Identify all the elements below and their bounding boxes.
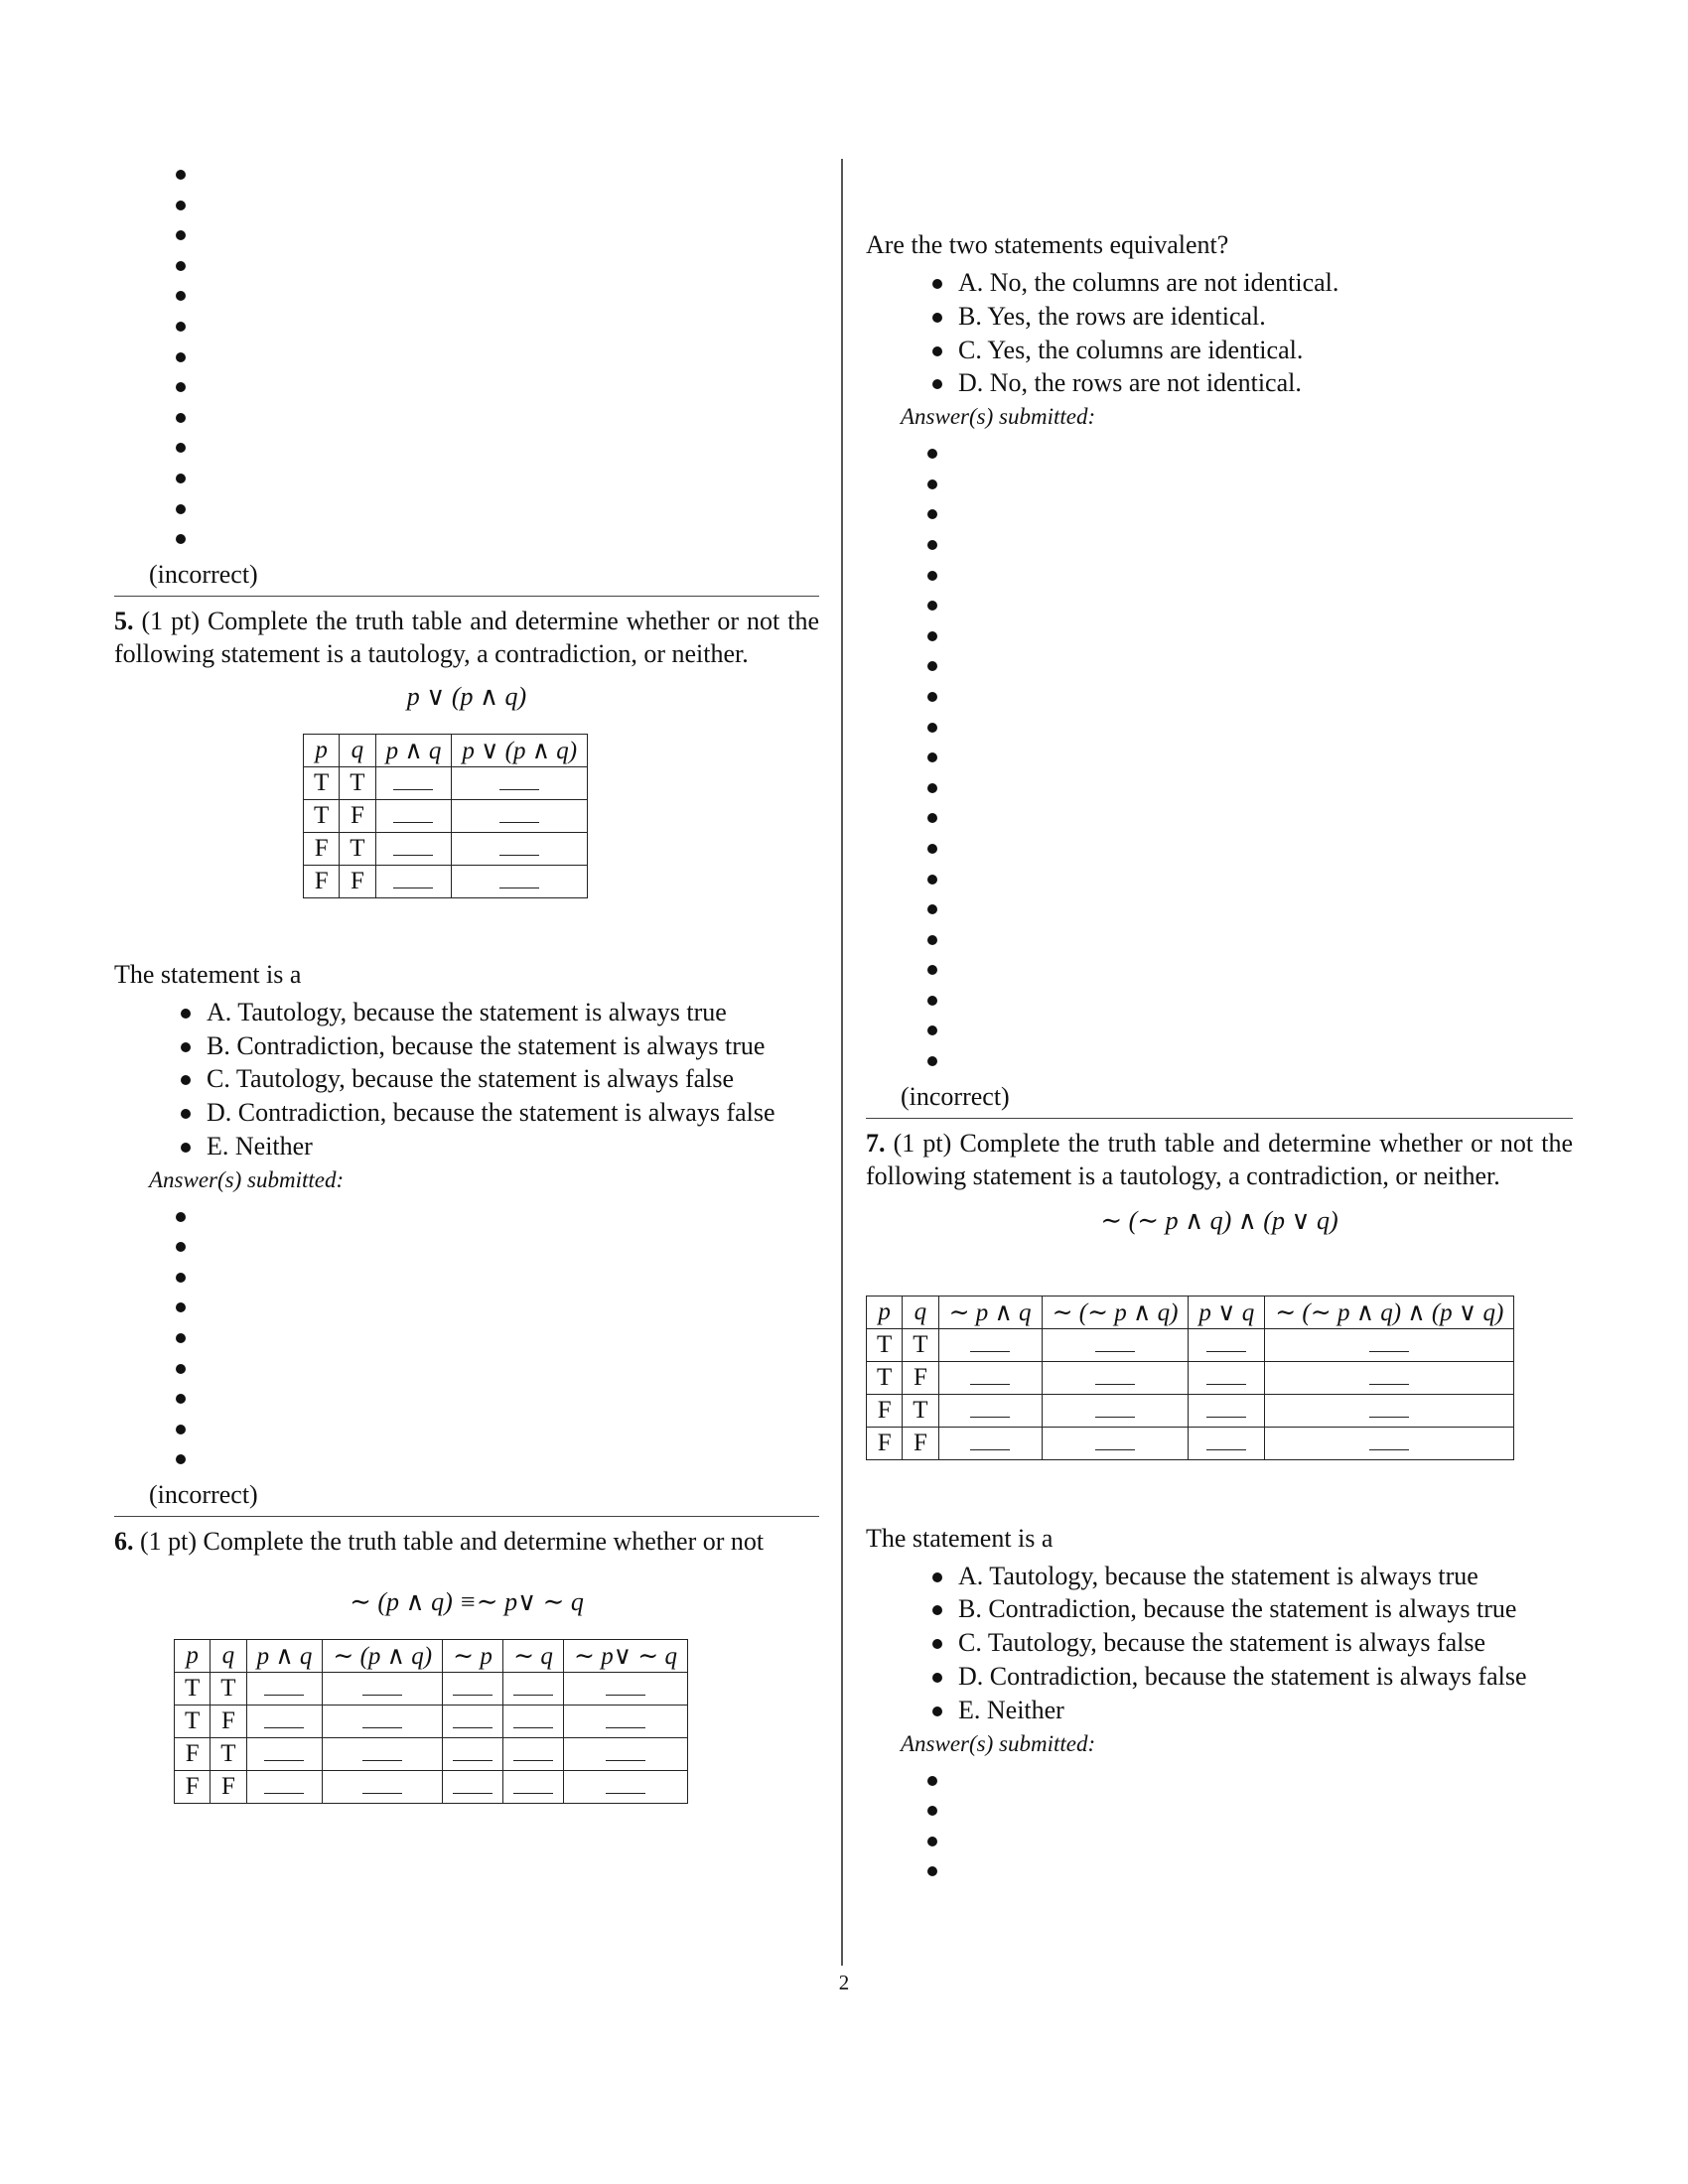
table-row (867, 1328, 1514, 1361)
empty-bullet-item (184, 311, 819, 341)
blank-answer-cell (1265, 1394, 1514, 1427)
table-header-row (867, 1296, 1514, 1328)
truth-value-cell: F (903, 1427, 938, 1459)
problem-text: (1 pt) Complete the truth table and determine whether or not (140, 1527, 765, 1557)
empty-bullet-item (184, 402, 819, 433)
empty-bullet-item (935, 1765, 1573, 1796)
blank-answer-cell (503, 1673, 564, 1706)
answer-blank[interactable] (453, 1711, 492, 1728)
problem-5-formula: p ∨ (p ∧ q) (406, 681, 527, 711)
column-header: q (340, 734, 375, 766)
truth-value-cell: T (175, 1673, 211, 1706)
answer-blank[interactable] (362, 1777, 402, 1794)
empty-bullet-item (184, 371, 819, 402)
empty-bullet-item (935, 650, 1573, 681)
column-header: ∼ (∼ p ∧ q) (1042, 1296, 1189, 1328)
empty-bullet-item (184, 1414, 819, 1444)
empty-bullet-item (935, 954, 1573, 985)
left-column (114, 159, 819, 1804)
blank-answer-cell (452, 799, 588, 832)
table-row (175, 1706, 688, 1738)
answer-blank[interactable] (970, 1368, 1010, 1385)
truth-table (866, 1296, 1514, 1460)
answer-blank[interactable] (513, 1777, 553, 1794)
blank-answer-cell (323, 1771, 443, 1804)
problem-5-table-wrap (114, 734, 819, 898)
problem-7-statement (866, 1127, 1573, 1192)
problem-5-statement (114, 605, 819, 670)
blank-answer-cell (1042, 1427, 1189, 1459)
answer-blank[interactable] (1369, 1368, 1409, 1385)
blank-answer-cell (375, 832, 452, 865)
empty-bullet-item (935, 1855, 1573, 1886)
column-header: ∼ p ∧ q (938, 1296, 1042, 1328)
truth-value-cell: T (211, 1673, 246, 1706)
choice-item: D. Contradiction, because the statement is always false (958, 1660, 1573, 1694)
answer-blank[interactable] (970, 1401, 1010, 1418)
choice-item: D. Contradiction, because the statement is always false (207, 1096, 819, 1130)
column-header: ∼ p∨ ∼ q (564, 1640, 688, 1673)
empty-bullet-item (935, 924, 1573, 955)
empty-bullet-item (935, 438, 1573, 469)
empty-bullet-item (184, 493, 819, 524)
problem-6-table-wrap (114, 1639, 819, 1804)
blank-answer-cell (443, 1706, 503, 1738)
column-header: q (903, 1296, 938, 1328)
truth-value-cell: T (867, 1361, 903, 1394)
truth-value-cell: F (304, 865, 340, 897)
problem-separator (114, 596, 819, 597)
column-header: p ∨ q (1189, 1296, 1265, 1328)
answer-blank[interactable] (362, 1711, 402, 1728)
truth-value-cell: F (340, 799, 375, 832)
truth-value-cell: T (175, 1706, 211, 1738)
answers-submitted-label: Answer(s) submitted: (901, 1730, 1096, 1756)
answer-blank[interactable] (970, 1335, 1010, 1352)
choice-item: C. Tautology, because the statement is always false (958, 1626, 1573, 1660)
answer-blank[interactable] (1095, 1368, 1135, 1385)
column-header: p (867, 1296, 903, 1328)
truth-value-cell: F (211, 1771, 246, 1804)
empty-bullet-item (935, 469, 1573, 499)
answer-blank[interactable] (393, 806, 433, 823)
table-row (175, 1738, 688, 1771)
answer-blank[interactable] (1369, 1335, 1409, 1352)
answer-blank[interactable] (1369, 1433, 1409, 1450)
empty-bullet-item (184, 219, 819, 250)
empty-bullet-item (935, 712, 1573, 743)
truth-value-cell: T (340, 832, 375, 865)
blank-answer-cell (503, 1771, 564, 1804)
empty-bullet-item (935, 560, 1573, 591)
blank-answer-cell (1265, 1328, 1514, 1361)
status-incorrect: (incorrect) (901, 1081, 1010, 1111)
problem-separator (866, 1118, 1573, 1119)
empty-bullet-item (935, 893, 1573, 924)
empty-bullet-item (184, 1383, 819, 1414)
answer-blank[interactable] (513, 1744, 553, 1761)
truth-value-cell: T (304, 799, 340, 832)
choice-item: A. No, the columns are not identical. (958, 266, 1573, 300)
column-header: q (211, 1640, 246, 1673)
answer-blank[interactable] (1206, 1335, 1246, 1352)
blank-answer-cell (564, 1706, 688, 1738)
truth-value-cell: T (340, 766, 375, 799)
answer-blank[interactable] (1206, 1401, 1246, 1418)
answer-blank[interactable] (264, 1711, 304, 1728)
blank-answer-cell (443, 1673, 503, 1706)
answer-blank[interactable] (264, 1777, 304, 1794)
blank-answer-cell (503, 1706, 564, 1738)
answer-blank[interactable] (453, 1679, 492, 1696)
page-number: 2 (838, 1971, 850, 1994)
blank-answer-cell (938, 1361, 1042, 1394)
empty-bullet-item (935, 742, 1573, 772)
empty-bullet-item (184, 1231, 819, 1262)
choice-list (114, 996, 819, 1163)
empty-bullet-item (935, 1795, 1573, 1826)
answer-blank[interactable] (606, 1777, 645, 1794)
table-row (867, 1427, 1514, 1459)
truth-value-cell: F (175, 1771, 211, 1804)
column-header: p ∧ q (246, 1640, 323, 1673)
answer-blank[interactable] (453, 1744, 492, 1761)
blank-answer-cell (323, 1738, 443, 1771)
answer-blank[interactable] (393, 872, 433, 888)
right-column (866, 159, 1573, 1886)
truth-value-cell: F (340, 865, 375, 897)
blank-answer-cell (375, 766, 452, 799)
choice-list (866, 1560, 1573, 1727)
answers-submitted-label: Answer(s) submitted: (149, 1166, 345, 1192)
empty-bullet-item (935, 1015, 1573, 1045)
truth-value-cell: T (867, 1328, 903, 1361)
problem-7-lead: The statement is a (866, 1523, 1054, 1553)
blank-answer-cell (452, 865, 588, 897)
answer-blank[interactable] (499, 872, 539, 888)
blank-answer-cell (938, 1328, 1042, 1361)
table-row (304, 865, 588, 897)
answer-blank[interactable] (513, 1711, 553, 1728)
blank-answer-cell (323, 1673, 443, 1706)
blank-answer-cell (938, 1427, 1042, 1459)
blank-answer-cell (246, 1771, 323, 1804)
blank-answer-cell (1189, 1394, 1265, 1427)
empty-bullet-item (935, 833, 1573, 864)
empty-bullet-item (935, 681, 1573, 712)
answer-blank[interactable] (1095, 1401, 1135, 1418)
column-divider (841, 159, 843, 1966)
choice-item: B. Yes, the rows are identical. (958, 300, 1573, 334)
table-row (867, 1361, 1514, 1394)
blank-answer-cell (1265, 1427, 1514, 1459)
truth-value-cell: F (211, 1706, 246, 1738)
blank-answer-cell (564, 1673, 688, 1706)
truth-value-cell: F (903, 1361, 938, 1394)
choice-item: C. Yes, the columns are identical. (958, 334, 1573, 367)
answer-blank[interactable] (264, 1679, 304, 1696)
answer-blank[interactable] (606, 1679, 645, 1696)
column-header: ∼ p (443, 1640, 503, 1673)
blank-answer-cell (1189, 1328, 1265, 1361)
column-header: p (175, 1640, 211, 1673)
blank-answer-cell (443, 1771, 503, 1804)
blank-answer-cell (938, 1394, 1042, 1427)
answer-blank[interactable] (499, 773, 539, 790)
blank-answer-cell (452, 832, 588, 865)
choice-item: B. Contradiction, because the statement is always true (958, 1592, 1573, 1626)
problem-number: 6. (114, 1527, 134, 1557)
answer-blank[interactable] (362, 1679, 402, 1696)
problem-7-formula: ∼ (∼ p ∧ q) ∧ (p ∨ q) (1100, 1205, 1338, 1235)
choice-item: E. Neither (958, 1694, 1573, 1727)
problem-6-formula: ∼ (p ∧ q) ≡∼ p∨ ∼ q (350, 1587, 584, 1617)
empty-bullet-item (935, 985, 1573, 1016)
truth-value-cell: T (903, 1328, 938, 1361)
answer-blank[interactable] (1369, 1401, 1409, 1418)
blank-answer-cell (452, 766, 588, 799)
choice-list (866, 266, 1573, 400)
empty-bullet-item (935, 802, 1573, 833)
truth-value-cell: T (211, 1738, 246, 1771)
answer-blank[interactable] (453, 1777, 492, 1794)
table-row (175, 1673, 688, 1706)
empty-bullet-item (184, 250, 819, 281)
problem-6-lead: Are the two statements equivalent? (866, 230, 1229, 259)
blank-answer-cell (246, 1673, 323, 1706)
empty-bullet-item (184, 1292, 819, 1322)
truth-value-cell: T (304, 766, 340, 799)
blank-answer-cell (375, 865, 452, 897)
blank-answer-cell (1042, 1328, 1189, 1361)
answer-blank[interactable] (499, 806, 539, 823)
status-incorrect: (incorrect) (149, 559, 258, 589)
empty-bullet-item (184, 432, 819, 463)
table-row (175, 1771, 688, 1804)
table-row (304, 832, 588, 865)
empty-bullet-item (184, 159, 819, 190)
blank-answer-cell (503, 1738, 564, 1771)
truth-value-cell: T (903, 1394, 938, 1427)
empty-bullet-item (184, 280, 819, 311)
answer-bullet-list (114, 159, 819, 554)
blank-answer-cell (1042, 1361, 1189, 1394)
answer-blank[interactable] (499, 839, 539, 856)
problem-number: 5. (114, 606, 134, 635)
empty-bullet-item (935, 864, 1573, 894)
choice-item: E. Neither (207, 1130, 819, 1163)
empty-bullet-item (184, 463, 819, 493)
empty-bullet-item (184, 190, 819, 220)
answer-blank[interactable] (606, 1744, 645, 1761)
choice-item: A. Tautology, because the statement is always true (958, 1560, 1573, 1593)
answer-blank[interactable] (362, 1744, 402, 1761)
submitted-bullet-list (114, 1201, 819, 1474)
table-header-row (304, 734, 588, 766)
answer-blank[interactable] (513, 1679, 553, 1696)
blank-answer-cell (323, 1706, 443, 1738)
answer-blank[interactable] (393, 773, 433, 790)
truth-value-cell: F (175, 1738, 211, 1771)
empty-bullet-item (184, 1443, 819, 1474)
empty-bullet-item (184, 341, 819, 372)
empty-bullet-item (184, 1262, 819, 1293)
column-header: p (304, 734, 340, 766)
choice-item: A. Tautology, because the statement is always true (207, 996, 819, 1029)
table-row (304, 766, 588, 799)
column-header: ∼ (p ∧ q) (323, 1640, 443, 1673)
column-header: p ∨ (p ∧ q) (452, 734, 588, 766)
problem-6-statement (114, 1525, 819, 1558)
problem-separator (114, 1516, 819, 1517)
status-incorrect: (incorrect) (149, 1480, 258, 1510)
choice-item: C. Tautology, because the statement is always false (207, 1062, 819, 1096)
blank-answer-cell (375, 799, 452, 832)
problem-number: 7. (866, 1128, 886, 1158)
submitted-bullet-list (866, 1765, 1573, 1886)
problem-text: (1 pt) Complete the truth table and determine whether or not the following statement is a tautology, a contradiction, or neither. (114, 606, 819, 668)
blank-answer-cell (246, 1706, 323, 1738)
blank-answer-cell (246, 1738, 323, 1771)
truth-value-cell: F (867, 1427, 903, 1459)
answer-blank[interactable] (1206, 1368, 1246, 1385)
empty-bullet-item (184, 1353, 819, 1384)
truth-value-cell: F (304, 832, 340, 865)
blank-answer-cell (1189, 1361, 1265, 1394)
table-header-row (175, 1640, 688, 1673)
truth-table (303, 734, 588, 898)
empty-bullet-item (184, 1322, 819, 1353)
answer-blank[interactable] (1095, 1335, 1135, 1352)
blank-answer-cell (1189, 1427, 1265, 1459)
answer-blank[interactable] (1095, 1433, 1135, 1450)
blank-answer-cell (443, 1738, 503, 1771)
problem-7-table-wrap (866, 1296, 1573, 1460)
empty-bullet-item (935, 1045, 1573, 1076)
empty-bullet-item (184, 523, 819, 554)
blank-answer-cell (1265, 1361, 1514, 1394)
column-header: ∼ (∼ p ∧ q) ∧ (p ∨ q) (1265, 1296, 1514, 1328)
problem-5-lead: The statement is a (114, 959, 302, 989)
choice-item: B. Contradiction, because the statement is always true (207, 1029, 819, 1063)
answer-blank[interactable] (1206, 1433, 1246, 1450)
problem-text: (1 pt) Complete the truth table and determine whether or not the following statement is a tautology, a contradiction, or neither. (866, 1128, 1574, 1190)
answer-blank[interactable] (393, 839, 433, 856)
answer-blank[interactable] (970, 1433, 1010, 1450)
blank-answer-cell (564, 1738, 688, 1771)
column-header: p ∧ q (375, 734, 452, 766)
submitted-bullet-list (866, 438, 1573, 1075)
table-row (867, 1394, 1514, 1427)
answer-blank[interactable] (606, 1711, 645, 1728)
empty-bullet-item (935, 590, 1573, 620)
blank-answer-cell (1042, 1394, 1189, 1427)
empty-bullet-item (935, 620, 1573, 651)
empty-bullet-item (935, 1826, 1573, 1856)
empty-bullet-item (935, 529, 1573, 560)
empty-bullet-item (935, 772, 1573, 803)
truth-value-cell: F (867, 1394, 903, 1427)
truth-table (174, 1639, 688, 1804)
empty-bullet-item (935, 498, 1573, 529)
empty-bullet-item (184, 1201, 819, 1232)
blank-answer-cell (564, 1771, 688, 1804)
answers-submitted-label: Answer(s) submitted: (901, 404, 1096, 430)
answer-blank[interactable] (264, 1744, 304, 1761)
choice-item: D. No, the rows are not identical. (958, 366, 1573, 400)
column-header: ∼ q (503, 1640, 564, 1673)
table-row (304, 799, 588, 832)
